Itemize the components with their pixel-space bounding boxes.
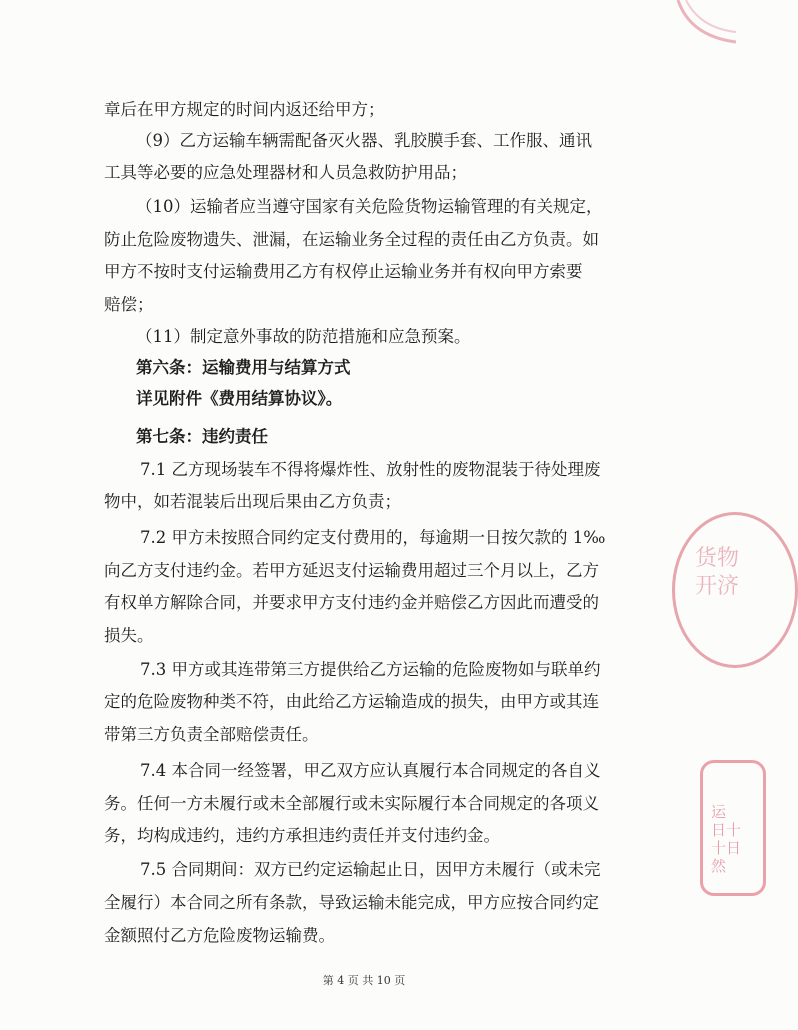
paragraph-line: 工具等必要的应急处理器材和人员急救防护用品； bbox=[104, 163, 467, 182]
paragraph-line: 防止危险废物遗失、泄漏，在运输业务全过程的责任由乙方负责。如 bbox=[104, 230, 599, 249]
paragraph-line: 有权单方解除合同，并要求甲方支付违约金并赔偿乙方因此而遭受的 bbox=[104, 593, 599, 612]
paragraph-line: 7.4 本合同一经签署，甲乙双方应认真履行本合同规定的各自义 bbox=[140, 761, 601, 780]
contract-seal-partial bbox=[700, 760, 766, 896]
paragraph-line: （11）制定意外事故的防范措施和应急预案。 bbox=[136, 327, 471, 346]
seal-text: 货物 开济 bbox=[695, 546, 740, 599]
paragraph-line: 全履行）本合同之所有条款，导致运输未能完成，甲方应按合同约定 bbox=[104, 893, 599, 912]
page-footer: 第 4 页 共 10 页 bbox=[322, 974, 406, 987]
paragraph-line: 带第三方负责全部赔偿责任。 bbox=[104, 725, 319, 744]
paragraph-line: 详见附件《费用结算协议》。 bbox=[136, 389, 343, 408]
paragraph-line: （9）乙方运输车辆需配备灭火器、乳胶膜手套、工作服、通讯 bbox=[136, 131, 592, 150]
paragraph-line: 损失。 bbox=[104, 626, 154, 645]
section-heading: 第六条：运输费用与结算方式 bbox=[136, 358, 351, 377]
seal-text: 运 日十 十日 然 bbox=[711, 803, 742, 875]
paragraph-line: 章后在甲方规定的时间内返还给甲方； bbox=[104, 100, 385, 119]
paragraph-line: 务。任何一方未履行或未全部履行或未实际履行本合同规定的各项义 bbox=[104, 794, 599, 813]
paragraph-line: 务，均构成违约，违约方承担违约责任并支付违约金。 bbox=[104, 826, 500, 845]
section-heading: 第七条：违约责任 bbox=[136, 427, 268, 446]
paragraph-line: 赔偿； bbox=[104, 295, 154, 314]
company-seal-partial bbox=[672, 512, 798, 668]
paragraph-line: 7.1 乙方现场装车不得将爆炸性、放射性的废物混装于待处理废 bbox=[140, 460, 601, 479]
paragraph-line: （10）运输者应当遵守国家有关危险货物运输管理的有关规定， bbox=[136, 197, 603, 216]
paragraph-line: 向乙方支付违约金。若甲方延迟支付运输费用超过三个月以上，乙方 bbox=[104, 561, 599, 580]
paragraph-line: 物中，如若混装后出现后果由乙方负责； bbox=[104, 492, 401, 511]
paragraph-line: 金额照付乙方危险废物运输费。 bbox=[104, 926, 335, 945]
seal-fragment-top bbox=[676, 0, 736, 46]
paragraph-line: 7.2 甲方未按照合同约定支付费用的，每逾期一日按欠款的 1‰ bbox=[140, 528, 606, 547]
paragraph-line: 7.3 甲方或其连带第三方提供给乙方运输的危险废物如与联单约 bbox=[140, 660, 601, 679]
paragraph-line: 甲方不按时支付运输费用乙方有权停止运输业务并有权向甲方索要 bbox=[104, 262, 583, 281]
paragraph-line: 定的危险废物种类不符，由此给乙方运输造成的损失，由甲方或其连 bbox=[104, 692, 599, 711]
paragraph-line: 7.5 合同期间：双方已约定运输起止日，因甲方未履行（或未完 bbox=[140, 860, 601, 879]
